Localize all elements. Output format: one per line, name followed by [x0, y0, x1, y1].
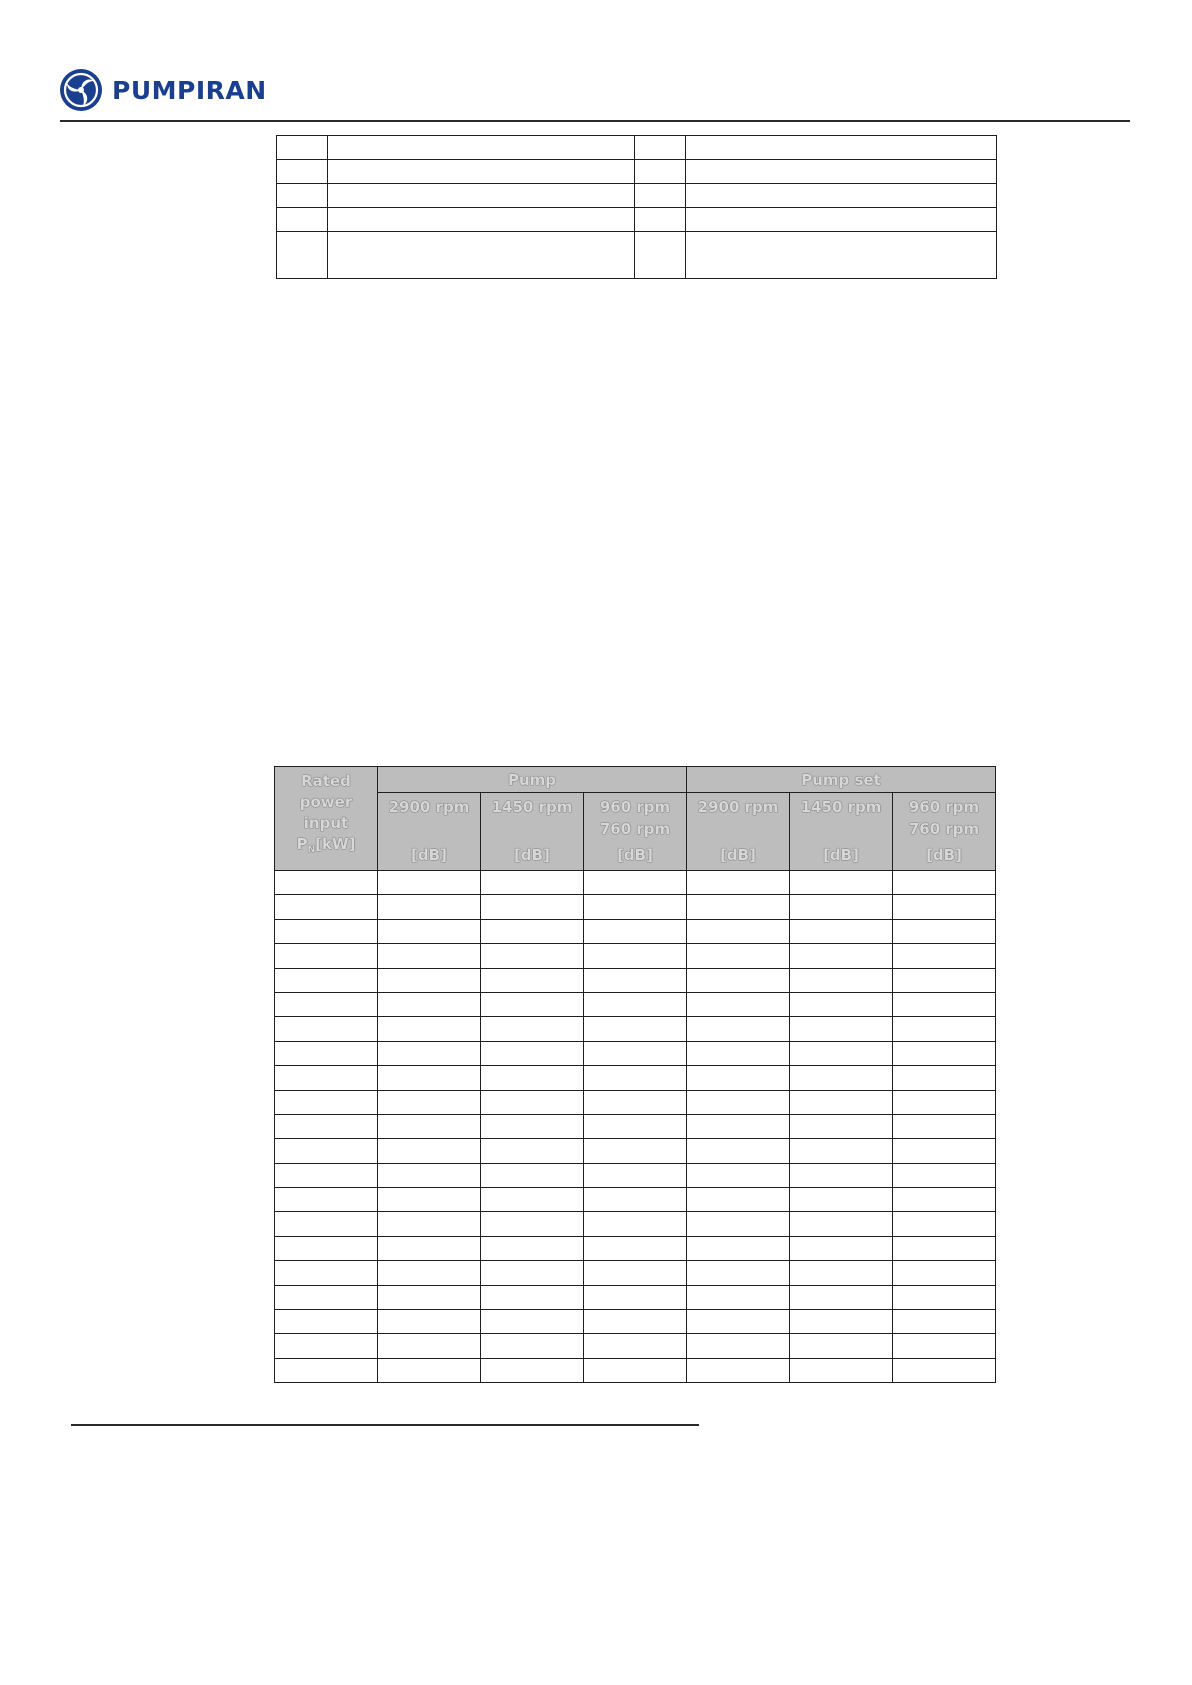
table-row	[275, 1212, 996, 1236]
table-cell	[378, 1017, 481, 1041]
table-cell	[893, 1212, 996, 1236]
table-cell	[790, 871, 893, 895]
table-cell	[275, 1114, 378, 1138]
table-cell	[584, 1041, 687, 1065]
logo-wordmark: PUMPIRAN	[112, 75, 267, 105]
table-cell	[686, 184, 997, 208]
table-cell	[584, 1114, 687, 1138]
table-cell	[275, 1334, 378, 1358]
pump-set-group-header: Pump set	[687, 767, 996, 793]
table-cell	[790, 1066, 893, 1090]
table-cell	[378, 1310, 481, 1334]
table-cell	[481, 1358, 584, 1382]
table-cell	[277, 232, 328, 279]
table-cell	[635, 136, 686, 160]
table-cell	[893, 1334, 996, 1358]
table-cell	[790, 1236, 893, 1260]
table-cell	[378, 1236, 481, 1260]
table-row	[275, 1041, 996, 1065]
speed-unit: [dB]	[823, 846, 859, 864]
table-cell	[378, 1285, 481, 1309]
table-row	[275, 968, 996, 992]
table-cell	[378, 1212, 481, 1236]
table-cell	[584, 1310, 687, 1334]
table-cell	[378, 968, 481, 992]
table-cell	[790, 919, 893, 943]
rated-power-symbol	[275, 834, 377, 861]
table-cell	[893, 1261, 996, 1285]
table-row	[275, 1285, 996, 1309]
table-cell	[584, 1285, 687, 1309]
table-cell	[687, 871, 790, 895]
table-cell	[275, 1358, 378, 1382]
speed-label: 960 rpm	[908, 798, 980, 816]
table-cell	[893, 1188, 996, 1212]
table-cell	[893, 1041, 996, 1065]
table-cell	[790, 968, 893, 992]
table-cell	[790, 1114, 893, 1138]
table-cell	[687, 1212, 790, 1236]
table-cell	[275, 1261, 378, 1285]
table-cell	[687, 919, 790, 943]
table-cell	[686, 232, 997, 279]
table-cell	[584, 944, 687, 968]
table-cell	[327, 232, 635, 279]
rated-power-line2: power	[299, 793, 353, 811]
table-cell	[893, 1090, 996, 1114]
table-cell	[378, 1139, 481, 1163]
table-row	[277, 136, 997, 160]
table-cell	[584, 1163, 687, 1187]
table-cell	[584, 992, 687, 1016]
table-cell	[687, 1310, 790, 1334]
table-cell	[275, 1041, 378, 1065]
table-cell	[893, 1139, 996, 1163]
table-cell	[378, 871, 481, 895]
table-cell	[481, 1236, 584, 1260]
table-cell	[584, 1017, 687, 1041]
table-cell	[584, 1066, 687, 1090]
table-cell	[481, 895, 584, 919]
pumpiran-logo	[58, 64, 267, 116]
table-cell	[275, 1163, 378, 1187]
table-cell	[687, 1139, 790, 1163]
table-cell	[481, 992, 584, 1016]
table-cell	[790, 1041, 893, 1065]
table-cell	[481, 1334, 584, 1358]
speed-unit: [dB]	[926, 846, 962, 864]
table-cell	[275, 968, 378, 992]
table-cell	[378, 1163, 481, 1187]
table-row	[277, 160, 997, 184]
speed-label: 1450 rpm	[800, 798, 882, 816]
table-cell	[481, 1139, 584, 1163]
table-row	[275, 992, 996, 1016]
table-cell	[275, 1310, 378, 1334]
table-cell	[481, 1090, 584, 1114]
table-cell	[584, 1358, 687, 1382]
table-row	[277, 232, 997, 279]
table-cell	[327, 208, 635, 232]
table-cell	[584, 968, 687, 992]
table-cell	[687, 1114, 790, 1138]
table-cell	[584, 1090, 687, 1114]
table-cell	[790, 1017, 893, 1041]
table-cell	[481, 1261, 584, 1285]
table-cell	[687, 968, 790, 992]
header-rule	[60, 120, 1130, 122]
table-cell	[687, 1041, 790, 1065]
table-row	[275, 1334, 996, 1358]
table-cell	[584, 1188, 687, 1212]
table-cell	[481, 1041, 584, 1065]
table-cell	[687, 1285, 790, 1309]
speed-unit: [dB]	[514, 846, 550, 864]
speed-column-header	[378, 793, 481, 871]
table-cell	[378, 1066, 481, 1090]
table-header-row	[275, 767, 996, 793]
table-cell	[635, 160, 686, 184]
table-row	[275, 1163, 996, 1187]
noise-table-body	[275, 871, 996, 1383]
pump-group-header: Pump	[378, 767, 687, 793]
table-cell	[686, 208, 997, 232]
table-cell	[893, 919, 996, 943]
table-cell	[584, 919, 687, 943]
table-cell	[378, 1261, 481, 1285]
speed-label: 1450 rpm	[491, 798, 573, 816]
power-symbol: P	[296, 835, 308, 853]
table-row	[275, 1090, 996, 1114]
table-cell	[790, 1261, 893, 1285]
table-cell	[790, 1285, 893, 1309]
table-cell	[275, 895, 378, 919]
rated-power-line1: Rated	[301, 772, 351, 790]
table-cell	[481, 871, 584, 895]
table-row	[277, 208, 997, 232]
table-cell	[275, 1188, 378, 1212]
table-cell	[481, 1114, 584, 1138]
table-cell	[275, 1236, 378, 1260]
speed-column-header	[481, 793, 584, 871]
table-row	[277, 184, 997, 208]
table-cell	[893, 1066, 996, 1090]
speed-label-secondary: 760 rpm	[908, 820, 980, 838]
speed-label-secondary: 760 rpm	[599, 820, 671, 838]
rated-power-line3: input	[303, 814, 349, 832]
table-cell	[378, 1090, 481, 1114]
table-cell	[790, 1334, 893, 1358]
power-subscript: N	[307, 845, 316, 855]
table-row	[275, 1261, 996, 1285]
table-cell	[277, 208, 328, 232]
table-cell	[481, 944, 584, 968]
table-cell	[378, 1358, 481, 1382]
table-row	[275, 1114, 996, 1138]
table-cell	[584, 1261, 687, 1285]
table-cell	[790, 992, 893, 1016]
table-cell	[893, 871, 996, 895]
table-header-row	[275, 793, 996, 871]
table-cell	[893, 992, 996, 1016]
speed-column-header	[790, 793, 893, 871]
table-cell	[378, 895, 481, 919]
table-cell	[687, 1236, 790, 1260]
table-cell	[378, 944, 481, 968]
top-table	[276, 135, 997, 279]
speed-column-header	[584, 793, 687, 871]
table-cell	[687, 1163, 790, 1187]
table-row	[275, 1017, 996, 1041]
table-cell	[481, 1017, 584, 1041]
table-cell	[481, 1310, 584, 1334]
table-cell	[378, 1041, 481, 1065]
table-cell	[790, 1139, 893, 1163]
table-cell	[790, 1090, 893, 1114]
table-cell	[687, 1066, 790, 1090]
table-row	[275, 1066, 996, 1090]
table-row	[275, 1236, 996, 1260]
table-cell	[584, 895, 687, 919]
table-cell	[893, 1017, 996, 1041]
table-cell	[481, 919, 584, 943]
table-cell	[584, 1334, 687, 1358]
speed-column-header	[687, 793, 790, 871]
table-cell	[481, 1163, 584, 1187]
table-cell	[584, 1212, 687, 1236]
table-row	[275, 871, 996, 895]
table-cell	[275, 871, 378, 895]
rated-power-header	[275, 767, 378, 871]
table-row	[275, 1188, 996, 1212]
table-cell	[790, 1310, 893, 1334]
table-cell	[790, 944, 893, 968]
table-cell	[327, 184, 635, 208]
table-row	[275, 919, 996, 943]
table-cell	[635, 208, 686, 232]
table-cell	[584, 1236, 687, 1260]
table-cell	[378, 992, 481, 1016]
table-cell	[378, 919, 481, 943]
table-cell	[687, 1261, 790, 1285]
speed-unit: [dB]	[411, 846, 447, 864]
table-cell	[687, 1334, 790, 1358]
table-cell	[893, 944, 996, 968]
table-cell	[277, 136, 328, 160]
table-cell	[275, 919, 378, 943]
table-cell	[275, 1066, 378, 1090]
table-cell	[687, 1358, 790, 1382]
table-cell	[584, 871, 687, 895]
table-row	[275, 1310, 996, 1334]
table-cell	[378, 1334, 481, 1358]
speed-label: 2900 rpm	[697, 798, 779, 816]
table-cell	[687, 944, 790, 968]
table-cell	[481, 1188, 584, 1212]
table-row	[275, 1358, 996, 1382]
table-cell	[277, 184, 328, 208]
table-cell	[275, 1139, 378, 1163]
table-cell	[378, 1188, 481, 1212]
table-cell	[893, 1236, 996, 1260]
table-cell	[893, 895, 996, 919]
table-cell	[275, 944, 378, 968]
table-cell	[790, 1358, 893, 1382]
table-cell	[893, 1163, 996, 1187]
table-cell	[687, 895, 790, 919]
table-cell	[327, 160, 635, 184]
footnote-rule	[71, 1424, 699, 1426]
table-cell	[893, 1114, 996, 1138]
table-cell	[790, 1188, 893, 1212]
table-cell	[481, 968, 584, 992]
table-cell	[790, 895, 893, 919]
table-cell	[275, 1285, 378, 1309]
table-cell	[584, 1139, 687, 1163]
speed-label: 960 rpm	[599, 798, 671, 816]
table-cell	[275, 992, 378, 1016]
power-unit: [kW]	[315, 835, 356, 853]
table-cell	[635, 232, 686, 279]
pumpiran-swirl-logo-icon	[58, 67, 104, 113]
table-cell	[275, 1090, 378, 1114]
speed-column-header	[893, 793, 996, 871]
table-cell	[687, 992, 790, 1016]
speed-label: 2900 rpm	[388, 798, 470, 816]
table-cell	[481, 1212, 584, 1236]
noise-level-table	[274, 766, 996, 1383]
table-cell	[275, 1017, 378, 1041]
table-row	[275, 895, 996, 919]
speed-unit: [dB]	[720, 846, 756, 864]
table-cell	[481, 1066, 584, 1090]
table-cell	[686, 136, 997, 160]
table-cell	[687, 1188, 790, 1212]
table-cell	[686, 160, 997, 184]
table-row	[275, 944, 996, 968]
table-cell	[687, 1090, 790, 1114]
table-cell	[378, 1114, 481, 1138]
table-cell	[790, 1212, 893, 1236]
table-cell	[790, 1163, 893, 1187]
table-cell	[893, 1310, 996, 1334]
table-cell	[327, 136, 635, 160]
table-cell	[893, 1358, 996, 1382]
table-row	[275, 1139, 996, 1163]
table-cell	[277, 160, 328, 184]
table-cell	[275, 1212, 378, 1236]
table-cell	[893, 1285, 996, 1309]
table-cell	[893, 968, 996, 992]
table-cell	[687, 1017, 790, 1041]
speed-unit: [dB]	[617, 846, 653, 864]
table-cell	[635, 184, 686, 208]
table-cell	[481, 1285, 584, 1309]
